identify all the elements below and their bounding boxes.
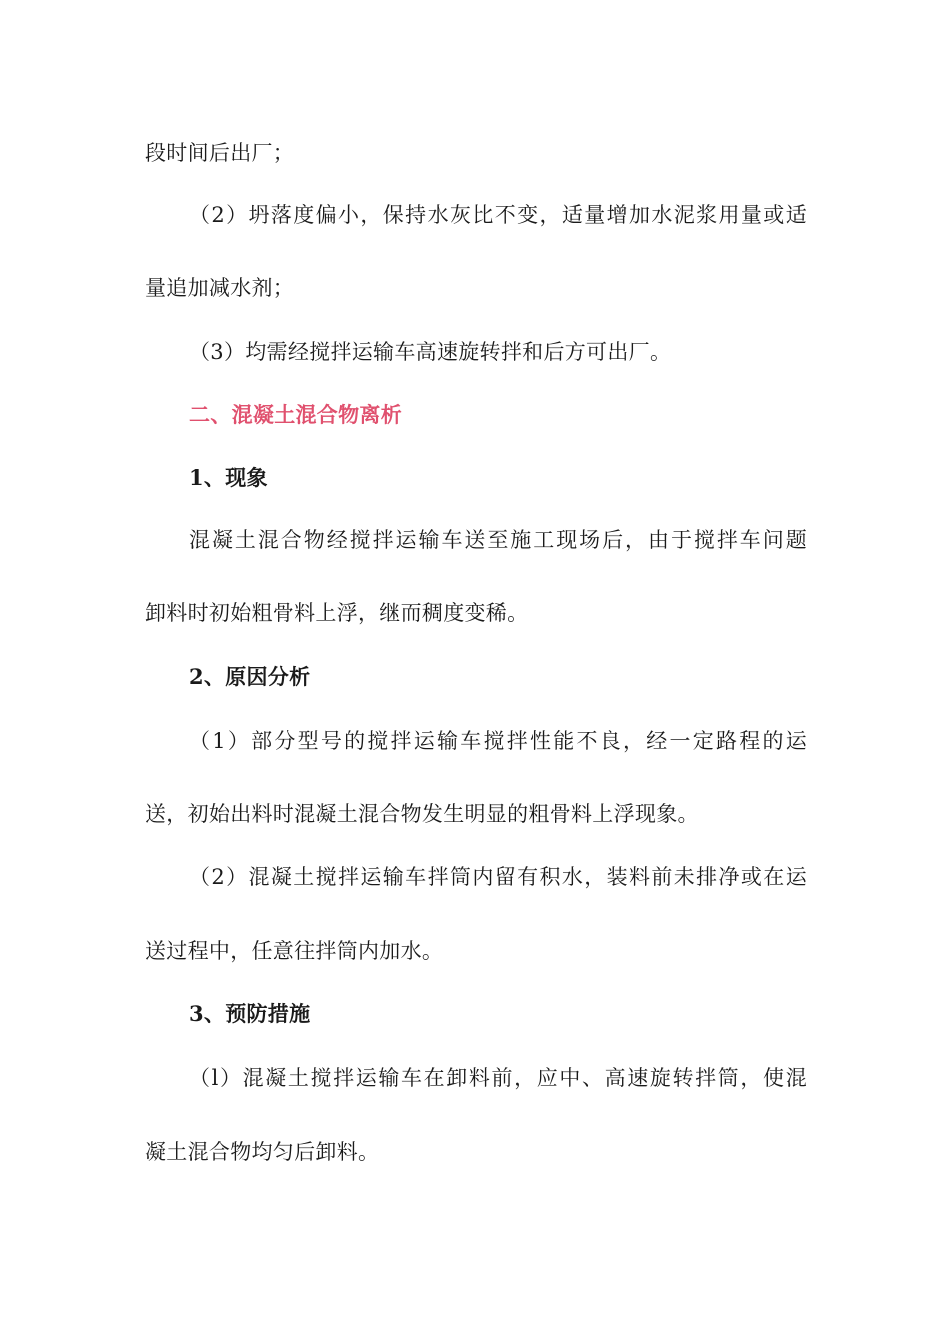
paragraph-line: （2）坍落度偏小，保持水灰比不变，适量增加水泥浆用量或适 xyxy=(189,203,807,227)
paragraph-line: 凝土混合物均匀后卸料。 xyxy=(145,1140,380,1164)
paragraph-line: （3）均需经搅拌运输车高速旋转拌和后方可出厂。 xyxy=(189,340,672,364)
paragraph-line: 量追加减水剂； xyxy=(145,276,295,300)
section-heading: 二、混凝土混合物离析 xyxy=(189,402,402,427)
subsection-heading: 2、原因分析 xyxy=(189,664,311,689)
paragraph-line: （l）混凝土搅拌运输车在卸料前，应中、高速旋转拌筒，使混 xyxy=(189,1066,807,1090)
paragraph-line: 段时间后出厂； xyxy=(145,141,295,165)
paragraph-line: 混凝土混合物经搅拌运输车送至施工现场后，由于搅拌车问题 xyxy=(189,528,807,552)
subsection-heading: 1、现象 xyxy=(189,465,268,490)
paragraph-line: （2）混凝土搅拌运输车拌筒内留有积水，装料前未排净或在运 xyxy=(189,865,807,889)
paragraph-line: 送过程中，任意往拌筒内加水。 xyxy=(145,939,444,963)
subsection-heading: 3、预防措施 xyxy=(189,1001,311,1026)
paragraph-line: （1）部分型号的搅拌运输车搅拌性能不良，经一定路程的运 xyxy=(189,729,807,753)
paragraph-line: 卸料时初始粗骨料上浮，继而稠度变稀。 xyxy=(145,601,529,625)
paragraph-line: 送，初始出料时混凝土混合物发生明显的粗骨料上浮现象。 xyxy=(145,802,699,826)
